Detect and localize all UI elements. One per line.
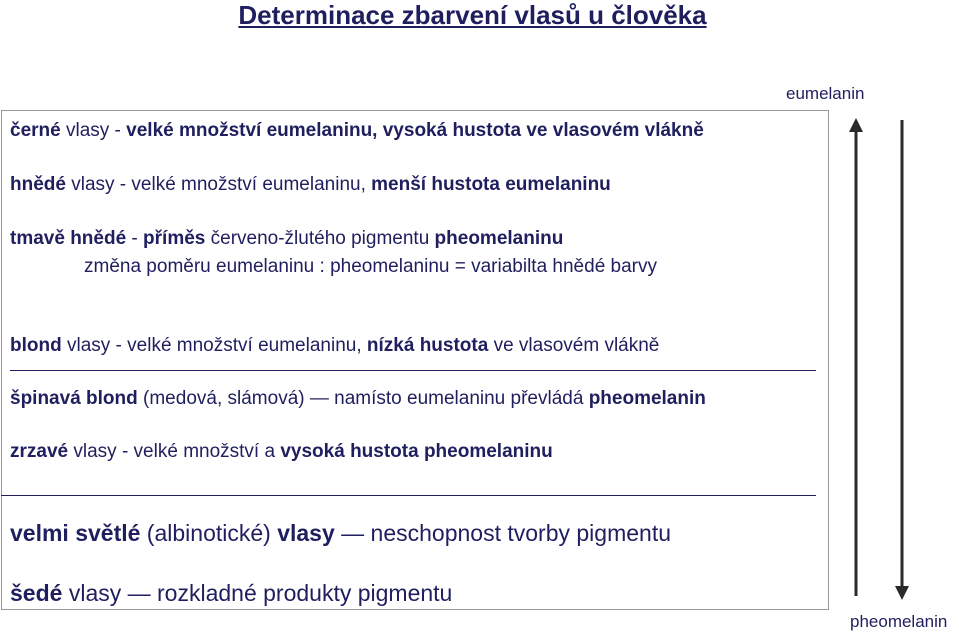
darkbrown-text-2: červeno-žlutého pigmentu bbox=[205, 228, 435, 249]
albino-text-2: ― neschopnost tvorby pigmentu bbox=[334, 520, 672, 546]
blond-density: nízká hustota bbox=[366, 335, 489, 356]
arrow-down-pheomelanin bbox=[892, 118, 912, 604]
line-darkbrown-hair bbox=[10, 228, 563, 250]
arrow-up-shaft bbox=[855, 130, 858, 596]
arrow-down-head-icon bbox=[895, 586, 909, 600]
line-brown-hair bbox=[10, 174, 611, 196]
brown-text: vlasy - velké množství eumelaninu, bbox=[65, 174, 372, 195]
line-red-hair bbox=[10, 441, 553, 463]
eumelanin-label: eumelanin bbox=[786, 84, 865, 103]
red-desc: vysoká hustota pheomelaninu bbox=[280, 441, 553, 462]
albino-hair-word: vlasy bbox=[277, 520, 335, 546]
line-blond-hair bbox=[10, 335, 659, 357]
blond-term: blond bbox=[10, 335, 62, 356]
ratio-text: změna poměru eumelaninu : pheomelaninu = variabilta hnědé barvy bbox=[84, 256, 657, 277]
dirtyblond-term: špinavá blond bbox=[10, 388, 138, 409]
page-title: Determinace zbarvení vlasů u člověka bbox=[238, 0, 707, 30]
blond-text-2: ve vlasovém vlákně bbox=[488, 335, 660, 356]
line-albino-hair bbox=[10, 520, 671, 546]
separator-1 bbox=[10, 370, 816, 371]
brown-desc: menší hustota eumelaninu bbox=[371, 174, 611, 195]
grey-text: vlasy ― rozkladné produkty pigmentu bbox=[62, 580, 453, 606]
line-dirtyblond-hair bbox=[10, 388, 706, 410]
arrow-down-shaft bbox=[901, 120, 904, 588]
black-term: černé bbox=[10, 120, 61, 141]
black-desc: velké množství eumelaninu, vysoká hustota ve vlasovém vlákně bbox=[126, 120, 704, 141]
black-text: vlasy - bbox=[60, 120, 127, 141]
red-text: vlasy - velké množství a bbox=[68, 441, 281, 462]
red-term: zrzavé bbox=[10, 441, 69, 462]
darkbrown-term: tmavě hnědé bbox=[10, 228, 127, 249]
arrow-up-head-icon bbox=[849, 118, 863, 132]
darkbrown-pheomelanin: pheomelaninu bbox=[434, 228, 564, 249]
dirtyblond-text: (medová, slámová) ― namísto eumelaninu převládá bbox=[137, 388, 589, 409]
arrow-up-eumelanin bbox=[846, 116, 866, 600]
pheomelanin-label: pheomelanin bbox=[850, 612, 948, 631]
line-grey-hair bbox=[10, 580, 452, 606]
brown-term: hnědé bbox=[10, 174, 66, 195]
blond-text-1: vlasy - velké množství eumelaninu, bbox=[61, 335, 367, 356]
line-black-hair bbox=[10, 120, 704, 142]
grey-term: šedé bbox=[10, 580, 63, 606]
separator-2 bbox=[1, 495, 816, 496]
dirtyblond-pheomelanin: pheomelanin bbox=[588, 388, 706, 409]
darkbrown-admixture: příměs bbox=[143, 228, 206, 249]
albino-text-1: (albinotické) bbox=[140, 520, 278, 546]
darkbrown-text-1: - bbox=[126, 228, 144, 249]
albino-term: velmi světlé bbox=[10, 520, 141, 546]
line-ratio bbox=[84, 256, 657, 278]
